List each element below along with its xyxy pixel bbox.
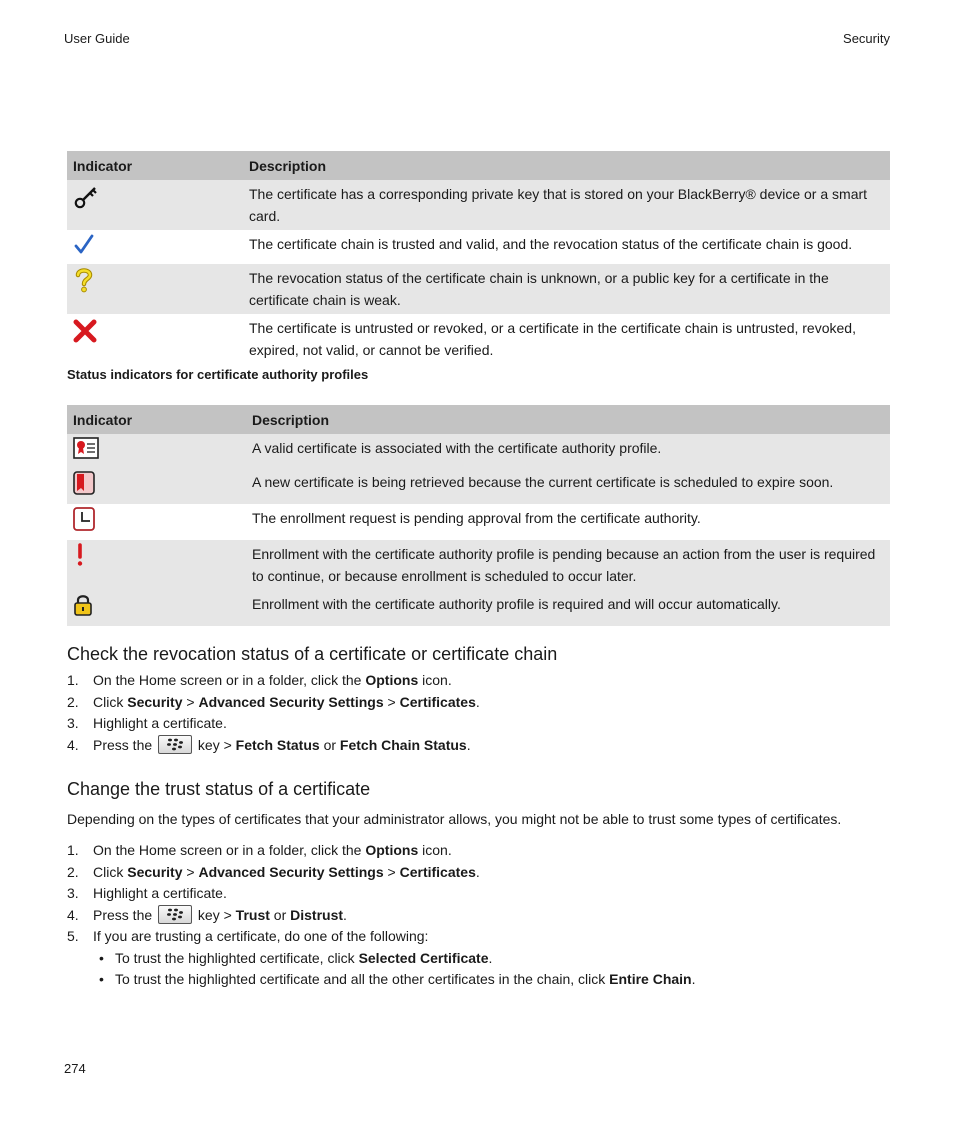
running-header-right: Security [843, 31, 890, 46]
description-cell: The enrollment request is pending approval from the certificate authority. [246, 504, 890, 540]
menu-key-icon [158, 735, 192, 754]
description-cell: The certificate has a corresponding private key that is stored on your BlackBerry® device or a smart card. [243, 180, 890, 230]
list-item: 4. Press the key > Fetch Status or Fetch Chain Status. [67, 736, 471, 753]
indicator-cell [67, 264, 243, 314]
running-header-left: User Guide [64, 31, 130, 46]
indicator-cell [67, 504, 246, 540]
list-item: • To trust the highlighted certificate and all the other certificates in the chain, click Entire Chain. [99, 970, 696, 987]
description-cell: A valid certificate is associated with the certificate authority profile. [246, 434, 890, 468]
table-row [67, 314, 890, 364]
table-caption: Status indicators for certificate authority profiles [67, 367, 369, 382]
list-item: 1. On the Home screen or in a folder, click the Options icon. [67, 842, 452, 858]
description-cell: A new certificate is being retrieved because the current certificate is scheduled to expire soon. [246, 468, 890, 504]
description-cell: Enrollment with the certificate authority profile is pending because an action from the user is required to continue, or because enrollment is scheduled to occur later. [246, 540, 890, 590]
list-item: • To trust the highlighted certificate, click Selected Certificate. [99, 949, 493, 966]
ca-profile-status-table [67, 405, 890, 626]
column-header-description: Description [246, 405, 890, 434]
table-row [67, 540, 890, 590]
column-header-indicator: Indicator [67, 151, 243, 180]
clock-icon [73, 507, 95, 531]
indicator-cell [67, 590, 246, 626]
procedure-steps [67, 840, 897, 990]
list-item: 2. Click Security > Advanced Security Settings > Certificates. [67, 863, 480, 880]
sub-options [93, 948, 897, 990]
table-row [67, 180, 890, 230]
list-item: 5. If you are trusting a certificate, do one of the following: • To trust the highlighted certificate, click Selected Certificate. • To trust the highlighted certificate and all the other certificates in the chain, click Entire Chain. [67, 926, 897, 990]
lock-icon [73, 593, 93, 617]
section-heading: Check the revocation status of a certificate or certificate chain [67, 644, 558, 664]
indicator-cell [67, 230, 243, 264]
procedure-steps [67, 670, 897, 756]
key-icon [73, 184, 99, 210]
menu-key-icon [158, 905, 192, 924]
list-item: 3. Highlight a certificate. [67, 715, 227, 731]
description-cell: The certificate is untrusted or revoked, or a certificate in the certificate chain is untrusted, revoked, expired, not valid, or cannot be verified. [243, 314, 890, 364]
list-item: 1. On the Home screen or in a folder, click the Options icon. [67, 672, 452, 688]
exclamation-icon [73, 543, 87, 567]
page-number: 274 [64, 1061, 86, 1076]
certificate-icon [73, 437, 99, 459]
intro-paragraph: Depending on the types of certificates that your administrator allows, you might not be able to trust some types of certificates. [67, 811, 842, 827]
column-header-indicator: Indicator [67, 405, 246, 434]
description-cell: The certificate chain is trusted and valid, and the revocation status of the certificate chain is good. [243, 230, 890, 264]
list-item: 3. Highlight a certificate. [67, 885, 227, 901]
list-item: 4. Press the key > Trust or Distrust. [67, 906, 347, 923]
indicator-cell [67, 180, 243, 230]
description-cell: The revocation status of the certificate chain is unknown, or a public key for a certificate in the certificate chain is weak. [243, 264, 890, 314]
table-header-row [67, 405, 890, 434]
table-row [67, 434, 890, 468]
table-row [67, 590, 890, 626]
indicator-cell [67, 468, 246, 504]
list-item: 2. Click Security > Advanced Security Settings > Certificates. [67, 693, 480, 710]
description-cell: Enrollment with the certificate authority profile is required and will occur automatically. [246, 590, 890, 626]
indicator-cell [67, 314, 243, 364]
column-header-description: Description [243, 151, 890, 180]
certificate-expiring-icon [73, 471, 95, 495]
checkmark-icon [73, 233, 95, 255]
question-mark-icon [73, 267, 95, 293]
red-x-icon [73, 319, 97, 343]
table-row [67, 468, 890, 504]
table-header-row [67, 151, 890, 180]
table-row [67, 264, 890, 314]
indicator-cell [67, 434, 246, 468]
section-heading: Change the trust status of a certificate [67, 779, 371, 799]
indicator-cell [67, 540, 246, 590]
table-row [67, 504, 890, 540]
certificate-status-table [67, 151, 890, 364]
table-row [67, 230, 890, 264]
